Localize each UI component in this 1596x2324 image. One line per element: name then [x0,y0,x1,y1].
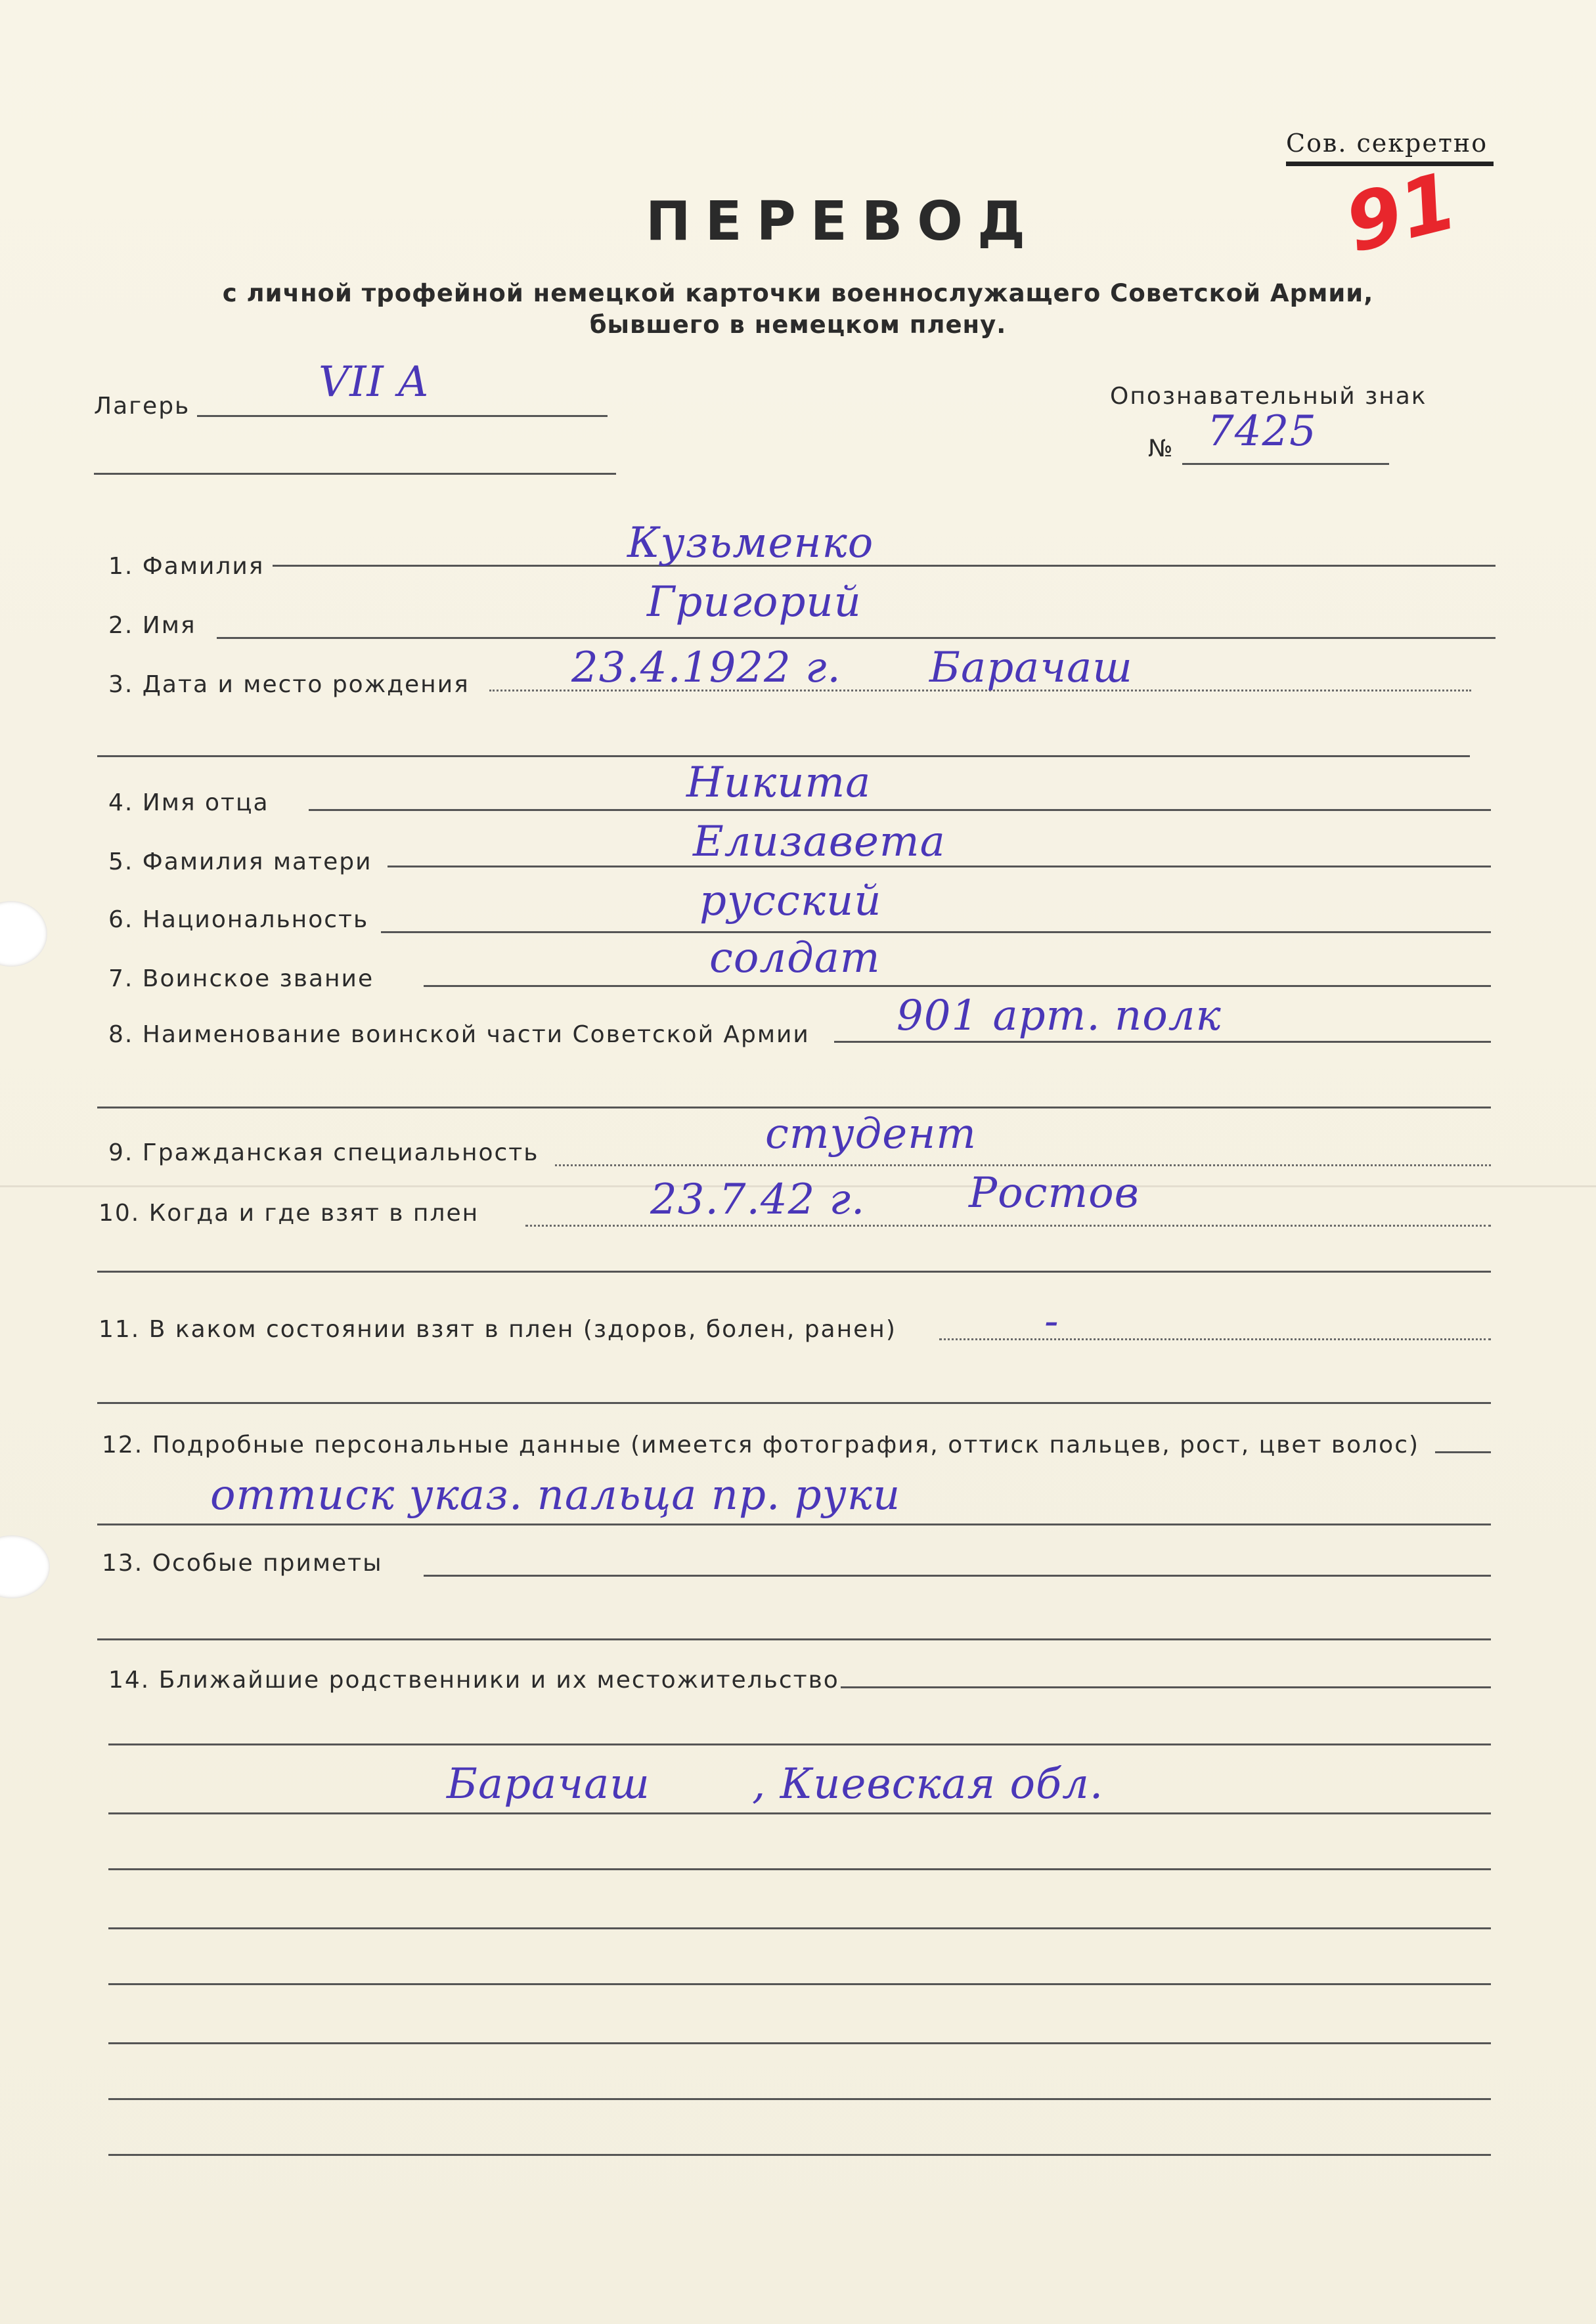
id-tag-number-sign: № [1148,435,1174,462]
field-birth-line-2 [97,755,1470,757]
secrecy-stamp: Сов. секретно [1286,129,1488,158]
camp-line-2 [94,473,616,475]
field-profession-value: студент [765,1110,977,1158]
field-personal-line [1435,1451,1491,1453]
field-marks-line [424,1575,1491,1577]
field-surname-line [273,565,1496,567]
field-nationality-value: русский [699,877,882,925]
punch-hole-lower [0,1535,50,1598]
field-birth-place-value: Барачаш [929,644,1133,692]
field-father-line [309,809,1491,811]
field-relatives-line-3 [108,1812,1491,1814]
camp-label: Лагерь [94,393,190,420]
field-profession-line [555,1164,1491,1166]
document-subtitle-line1: с личной трофейной немецкой карточки военнослужащего Советской Армии, [222,279,1374,307]
secrecy-underline [1286,162,1494,166]
id-tag-value: 7425 [1207,407,1317,456]
field-rank-label: 7. Воинское звание [108,965,374,992]
punch-hole-upper [0,901,47,967]
field-father-value: Никита [686,758,872,807]
field-captured-line-2 [97,1271,1491,1273]
field-condition-value: - [1044,1297,1059,1346]
field-rank-value: солдат [709,934,881,982]
field-name-line [217,637,1496,639]
field-marks-label: 13. Особые приметы [102,1550,383,1577]
field-surname-value: Кузьменко [627,519,874,567]
field-condition-label: 11. В каком состоянии взят в плен (здоров, болен, ранен) [99,1316,897,1343]
field-name-label: 2. Имя [108,612,196,639]
field-personal-label: 12. Подробные персональные данные (имеется фотография, оттиск пальцев, рост, цвет волос) [102,1432,1420,1458]
blank-line-5 [108,2098,1491,2100]
blank-line-4 [108,2042,1491,2044]
field-mother-value: Елизавета [693,818,946,866]
document-subtitle-line2: бывшего в немецком плену. [589,311,1007,339]
field-captured-place-value: Ростов [969,1169,1140,1217]
field-captured-label: 10. Когда и где взят в плен [99,1200,479,1227]
field-nationality-line [381,931,1491,933]
blank-line-1 [108,1868,1491,1870]
field-surname-label: 1. Фамилия [108,553,265,580]
field-name-value: Григорий [647,578,862,626]
field-personal-value: оттиск указ. пальца пр. руки [210,1471,901,1520]
field-unit-line-2 [97,1107,1491,1108]
camp-value: VII A [319,358,430,406]
field-captured-line [525,1225,1491,1227]
id-tag-line [1182,463,1389,465]
blank-line-2 [108,1927,1491,1929]
field-condition-line [939,1338,1491,1340]
field-relatives-line-2 [108,1743,1491,1745]
field-nationality-label: 6. Национальность [108,906,369,933]
field-relatives-place-value: Барачаш [447,1760,650,1809]
field-relatives-line [841,1686,1491,1688]
field-condition-line-2 [97,1402,1491,1404]
field-marks-line-2 [97,1638,1491,1640]
field-relatives-label: 14. Ближайшие родственники и их местожительство [108,1667,839,1694]
field-profession-label: 9. Гражданская специальность [108,1139,539,1166]
field-unit-line [834,1041,1491,1043]
camp-line [197,415,608,417]
field-relatives-region-value: , Киевская обл. [752,1760,1104,1809]
blank-line-6 [108,2154,1491,2156]
field-mother-label: 5. Фамилия матери [108,848,372,875]
field-father-label: 4. Имя отца [108,789,269,816]
field-birth-label: 3. Дата и место рождения [108,671,470,698]
field-unit-value: 901 арт. полк [897,992,1222,1040]
field-captured-date-value: 23.7.42 г. [650,1175,866,1224]
blank-line-3 [108,1983,1491,1985]
field-birth-date-value: 23.4.1922 г. [571,644,841,692]
red-handwritten-mark: 91 [1337,155,1466,271]
document-title: ПЕРЕВОД [646,190,1040,253]
id-tag-label: Опознавательный знак [1110,383,1427,410]
field-rank-line [424,985,1491,987]
field-personal-line-2 [97,1524,1491,1525]
field-unit-label: 8. Наименование воинской части Советской Армии [108,1021,810,1048]
